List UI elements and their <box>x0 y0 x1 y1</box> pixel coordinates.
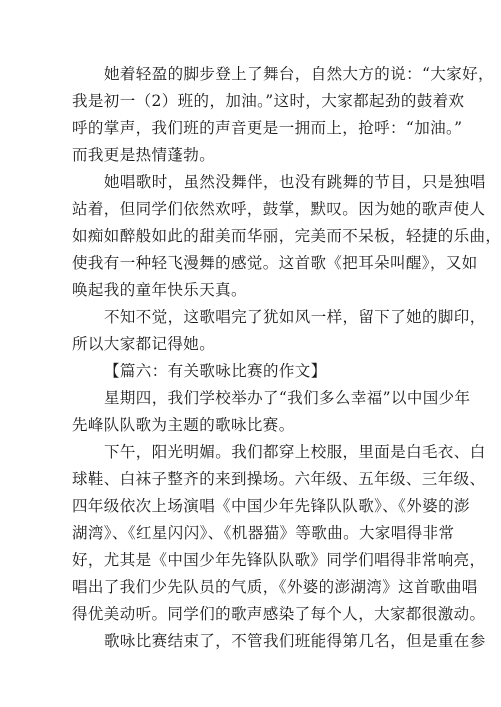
paragraph-line: 而我更是热情蓬勃。 <box>72 146 216 164</box>
paragraph-line: 我是初一（2）班的，加油。”这时，大家都起劲的鼓着欢 <box>72 92 465 110</box>
paragraph-line: 唤起我的童年快乐天真。 <box>72 281 247 299</box>
paragraph-line: 四年级依次上场演唱《中国少年先锋队队歌》、《外婆的澎 <box>72 497 470 515</box>
paragraph-line: 使我有一种轻飞漫舞的感觉。这首歌《把耳朵叫醒》，又如 <box>72 254 478 272</box>
paragraph-line: 下午，阳光明媚。我们都穿上校服，里面是白毛衣、白 <box>104 443 486 461</box>
section-heading: 【篇六：有关歌咏比赛的作文】 <box>104 362 327 380</box>
paragraph-line: 她着轻盈的脚步登上了舞台，自然大方的说：“大家好， <box>104 65 494 83</box>
paragraph-line: 唱出了我们少先队员的气质，《外婆的澎湖湾》这首歌曲唱 <box>72 578 478 596</box>
paragraph-line: 如痴如醉般如此的甜美而华丽，完美而不呆板，轻捷的乐曲， <box>72 227 501 245</box>
paragraph-line: 歌咏比赛结束了，不管我们班能得第几名，但是重在参 <box>104 632 486 650</box>
paragraph-line: 球鞋、白袜子整齐的来到操场。六年级、五年级、三年级、 <box>72 470 486 488</box>
paragraph-line: 湖湾》、《红星闪闪》、《机器猫》等歌曲。大家唱得非常 <box>72 524 455 542</box>
paragraph-line: 所以大家都记得她。 <box>72 335 216 353</box>
paragraph-line: 星期四，我们学校举办了“我们多么幸福”以中国少年 <box>104 389 471 407</box>
paragraph-line: 站着，但同学们依然欢呼，鼓掌，默叹。因为她的歌声使人 <box>72 200 486 218</box>
paragraph-line: 好，尤其是《中国少年先锋队队歌》同学们唱得非常响亮， <box>72 551 486 569</box>
paragraph-line: 不知不觉，这歌唱完了犹如风一样，留下了她的脚印， <box>104 308 486 326</box>
paragraph-line: 呼的掌声，我们班的声音更是一拥而上，抢呼：“加油。” <box>72 119 463 137</box>
paragraph-line: 她唱歌时，虽然没舞伴，也没有跳舞的节目，只是独唱 <box>104 173 486 191</box>
paragraph-line: 先峰队队歌为主题的歌咏比赛。 <box>72 416 295 434</box>
paragraph-line: 得优美动听。同学们的歌声感染了每个人，大家都很激动。 <box>72 605 486 623</box>
